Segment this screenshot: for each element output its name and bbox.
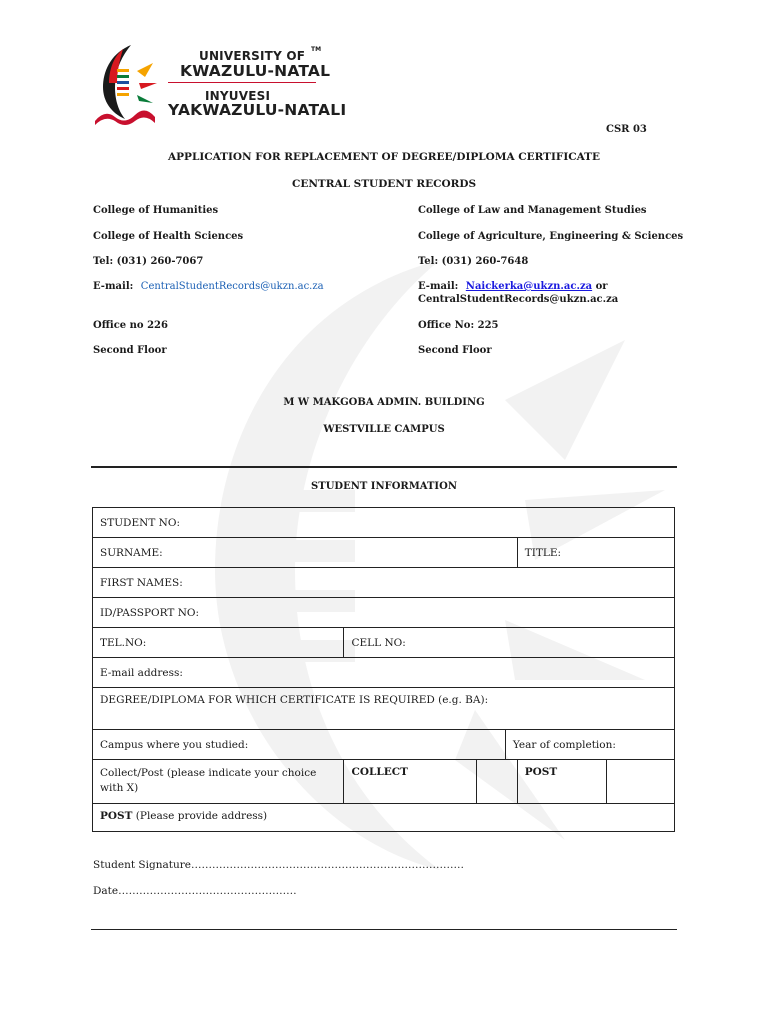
left-email-label: E-mail:	[93, 281, 134, 292]
post-address-field[interactable]	[93, 804, 675, 832]
page-title: APPLICATION FOR REPLACEMENT OF DEGREE/DIPLOMA CERTIFICATE	[168, 151, 600, 163]
left-floor: Second Floor	[93, 345, 167, 356]
ukzn-logo-icon	[93, 43, 163, 125]
section-divider-bottom	[91, 929, 677, 930]
trademark-mark: TM	[311, 46, 322, 53]
student-info-form	[92, 507, 675, 832]
surname-field[interactable]	[93, 538, 518, 568]
left-email-row	[93, 280, 324, 293]
right-office-no: Office No: 225	[418, 320, 499, 331]
logo-text-line1: UNIVERSITY OF	[199, 49, 306, 63]
cell-no-field[interactable]	[344, 628, 675, 658]
right-floor: Second Floor	[418, 345, 492, 356]
tel-no-label: TEL.NO:	[100, 636, 147, 649]
year-completion-field[interactable]	[505, 730, 674, 760]
collect-post-label-cell	[93, 760, 344, 804]
post-checkbox[interactable]	[606, 760, 674, 804]
email-address-field[interactable]	[93, 658, 675, 688]
form-code: CSR 03	[606, 124, 647, 135]
left-college-1: College of Humanities	[93, 205, 219, 216]
post-label: POST	[524, 766, 558, 778]
right-email-row	[418, 280, 618, 306]
student-no-label: STUDENT NO:	[100, 516, 180, 529]
post-address-label: (Please provide address)	[132, 810, 268, 822]
building-name: M W MAKGOBA ADMIN. BUILDING	[283, 397, 485, 408]
left-tel: Tel: (031) 260-7067	[93, 256, 204, 267]
right-email-link-2[interactable]: CentralStudentRecords@ukzn.ac.za	[418, 294, 619, 305]
date-line[interactable]: Date……………………………………………	[93, 885, 297, 897]
campus-studied-field[interactable]	[93, 730, 506, 760]
right-email-label: E-mail:	[418, 281, 459, 292]
degree-label: DEGREE/DIPLOMA FOR WHICH CERTIFICATE IS REQUIRED (e.g. BA):	[100, 694, 489, 706]
right-email-or: or	[595, 281, 608, 292]
logo-divider	[168, 82, 316, 83]
collect-label: COLLECT	[351, 766, 408, 778]
section-title: STUDENT INFORMATION	[311, 481, 457, 492]
cell-no-label: CELL NO:	[351, 636, 406, 649]
campus-name: WESTVILLE CAMPUS	[323, 424, 445, 435]
left-college-2: College of Health Sciences	[93, 231, 244, 242]
right-college-1: College of Law and Management Studies	[418, 205, 647, 216]
year-completion-label: Year of completion:	[512, 738, 616, 751]
right-tel: Tel: (031) 260-7648	[418, 256, 529, 267]
left-office-no: Office no 226	[93, 320, 168, 331]
title-field[interactable]	[517, 538, 674, 568]
degree-field[interactable]	[93, 688, 675, 730]
student-no-field[interactable]	[93, 508, 675, 538]
first-names-field[interactable]	[93, 568, 675, 598]
first-names-label: FIRST NAMES:	[100, 576, 183, 589]
id-passport-field[interactable]	[93, 598, 675, 628]
logo-text-line3: INYUVESI	[205, 89, 271, 103]
post-address-bold: POST	[100, 810, 133, 822]
collect-checkbox[interactable]	[477, 760, 517, 804]
student-signature-line[interactable]: Student Signature……………………………………………………………………	[93, 859, 464, 871]
page-subtitle: CENTRAL STUDENT RECORDS	[291, 178, 477, 190]
post-option	[517, 760, 606, 804]
collect-option	[344, 760, 477, 804]
tel-no-field[interactable]	[93, 628, 344, 658]
left-email-link[interactable]: CentralStudentRecords@ukzn.ac.za	[140, 281, 324, 292]
right-email-link-1[interactable]: Naickerka@ukzn.ac.za	[465, 281, 593, 292]
title-label: TITLE:	[524, 546, 562, 559]
right-college-2: College of Agriculture, Engineering & Sciences	[418, 231, 684, 242]
section-divider-top	[91, 466, 677, 468]
surname-label: SURNAME:	[100, 546, 163, 559]
id-passport-label: ID/PASSPORT NO:	[100, 606, 200, 619]
campus-studied-label: Campus where you studied:	[100, 738, 249, 751]
logo-text-line4: YAKWAZULU-NATALI	[168, 101, 347, 119]
collect-post-label: Collect/Post (please indicate your choice with X)	[100, 767, 317, 794]
email-address-label: E-mail address:	[100, 666, 183, 679]
logo-text-line2: KWAZULU-NATAL	[180, 62, 331, 80]
